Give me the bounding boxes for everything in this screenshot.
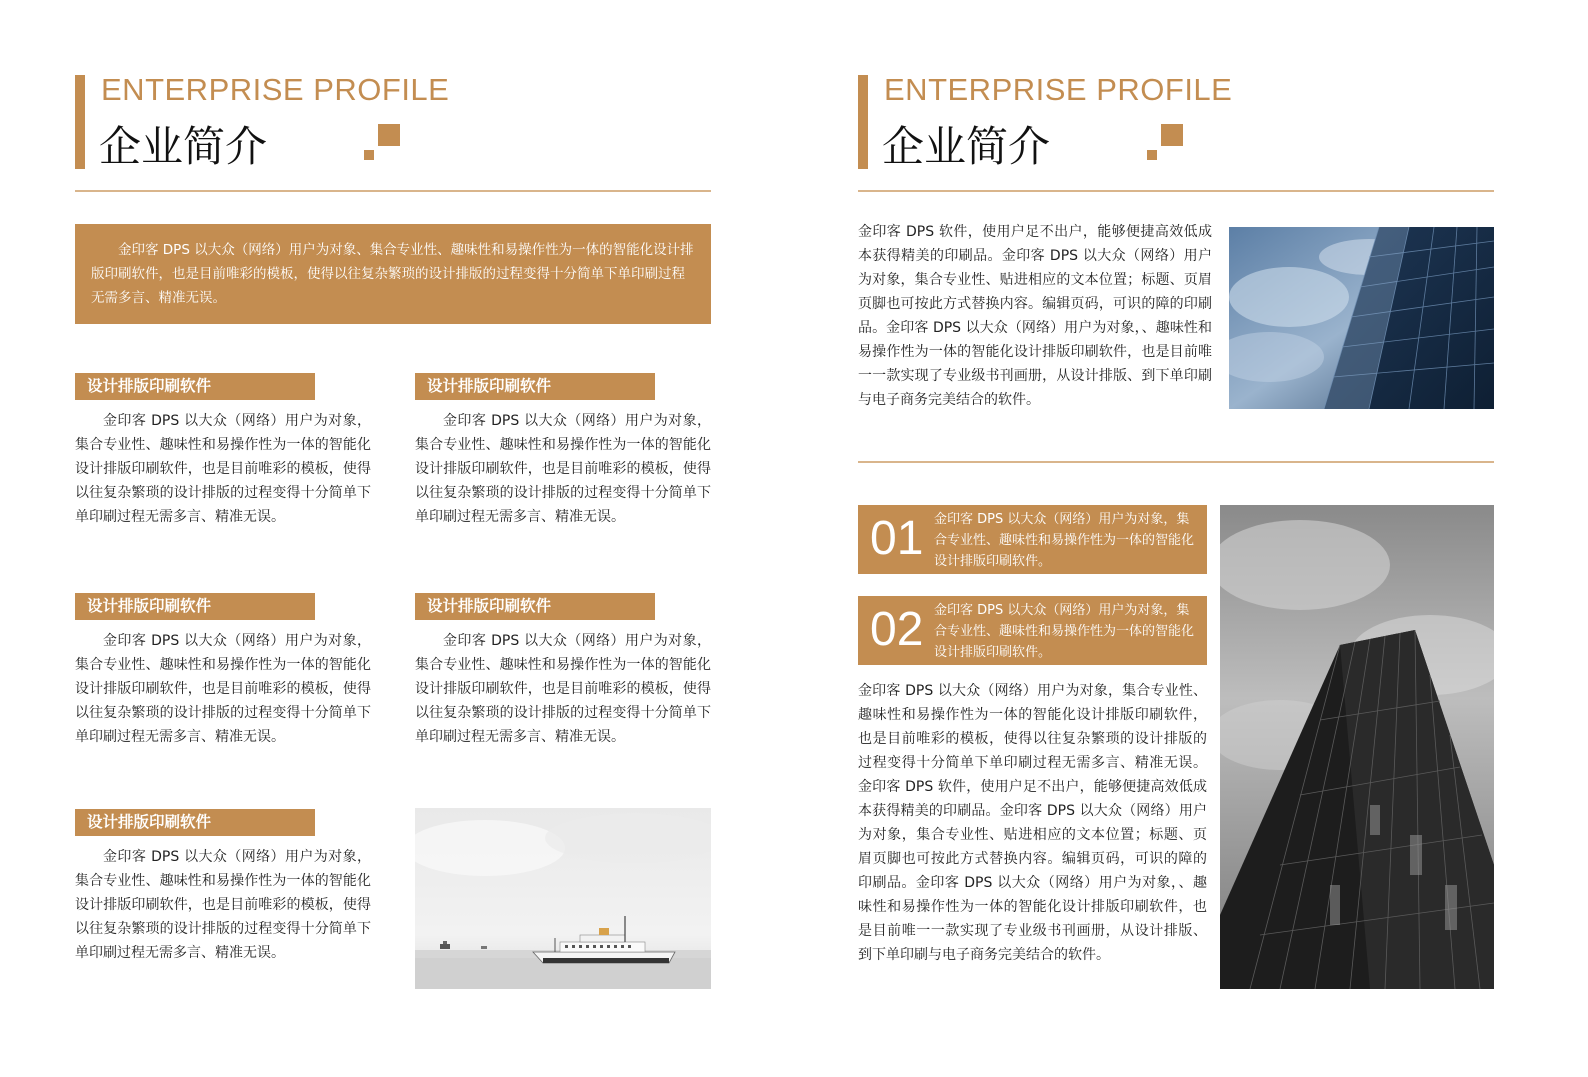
page-title-cn: 企业简介 xyxy=(882,122,1051,171)
body-paragraph: 金印客 DPS 以大众（网络）用户为对象，集合专业性、趣味性和易操作性为一体的智能化设计排版印刷软件，也是目前唯彩的模板，使得以往复杂繁琐的设计排版的过程变得十分简单下单印刷过程无需多言、精准无误。金印客 DPS 软件，使用户足不出户，能够便捷高效低成本获得精美的印刷品。金印客 DPS 以大众（网络）用户为对象，集合专业性、贴进相应的文本位置；标题、页眉页脚也可按此方式替换内容。编辑页码，可识的障的印刷品。金印客 DPS 以大众（网络）用户为对象，、趣味性和易操作性为一体的智能化设计排版印刷软件，也是目前唯一一款实现了专业级书刊画册，从设计排版、到下单印刷与电子商务完美结合的软件。 xyxy=(858,683,1207,963)
item-text: 金印客 DPS 以大众（网络）用户为对象，集合专业性、趣味性和易操作性为一体的智能化设计排版印刷软件。 xyxy=(934,512,1195,569)
intro-box: 金印客 DPS 以大众（网络）用户为对象、集合专业性、趣味性和易操作性为一体的智能化设计排版印刷软件，也是目前唯彩的模板，使得以往复杂繁琐的设计排版的过程变得十分简单下单印刷过程无需多言、精准无误。 xyxy=(75,224,711,324)
title-accent-bar xyxy=(75,75,85,169)
glass-building-photo xyxy=(1229,227,1494,409)
decorative-squares xyxy=(1147,124,1183,160)
page-title-cn: 企业简介 xyxy=(99,122,268,171)
section-tag: 设计排版印刷软件 xyxy=(415,593,655,620)
item-number: 02 xyxy=(870,603,924,656)
title-accent-bar xyxy=(858,75,868,169)
item-number: 01 xyxy=(870,512,924,565)
numbered-item xyxy=(858,596,1207,665)
numbered-item xyxy=(858,505,1207,574)
section-body: 金印客 DPS 以大众（网络）用户为对象，集合专业性、趣味性和易操作性为一体的智能化设计排版印刷软件，也是目前唯彩的模板，使得以往复杂繁琐的设计排版的过程变得十分简单下单印刷过程无需多言、精准无误。 xyxy=(75,633,371,745)
section-body: 金印客 DPS 以大众（网络）用户为对象，集合专业性、趣味性和易操作性为一体的智能化设计排版印刷软件，也是目前唯彩的模板，使得以往复杂繁琐的设计排版的过程变得十分简单下单印刷过程无需多言、精准无误。 xyxy=(75,849,371,961)
section-tag: 设计排版印刷软件 xyxy=(415,373,655,400)
section-body: 金印客 DPS 以大众（网络）用户为对象，集合专业性、趣味性和易操作性为一体的智能化设计排版印刷软件，也是目前唯彩的模板，使得以往复杂繁琐的设计排版的过程变得十分简单下单印刷过程无需多言、精准无误。 xyxy=(415,633,711,745)
skyscraper-photo xyxy=(1220,505,1494,989)
mid-divider xyxy=(858,461,1494,463)
decorative-squares xyxy=(364,124,400,160)
section-body: 金印客 DPS 以大众（网络）用户为对象，集合专业性、趣味性和易操作性为一体的智能化设计排版印刷软件，也是目前唯彩的模板，使得以往复杂繁琐的设计排版的过程变得十分简单下单印刷过程无需多言、精准无误。 xyxy=(415,413,711,525)
section-tag: 设计排版印刷软件 xyxy=(75,809,315,836)
page-title-en: ENTERPRISE PROFILE xyxy=(884,72,1233,107)
section-body: 金印客 DPS 以大众（网络）用户为对象，集合专业性、趣味性和易操作性为一体的智能化设计排版印刷软件，也是目前唯彩的模板，使得以往复杂繁琐的设计排版的过程变得十分简单下单印刷过程无需多言、精准无误。 xyxy=(75,413,371,525)
header-divider xyxy=(858,190,1494,192)
page-title-en: ENTERPRISE PROFILE xyxy=(101,72,450,107)
section-tag: 设计排版印刷软件 xyxy=(75,373,315,400)
header-divider xyxy=(75,190,711,192)
ship-photo xyxy=(415,808,711,989)
item-text: 金印客 DPS 以大众（网络）用户为对象，集合专业性、趣味性和易操作性为一体的智能化设计排版印刷软件。 xyxy=(934,603,1195,660)
intro-paragraph: 金印客 DPS 软件，使用户足不出户，能够便捷高效低成本获得精美的印刷品。金印客 DPS 以大众（网络）用户为对象，集合专业性、贴进相应的文本位置；标题、页眉页脚也可按此方式替换内容。编辑页码，可识的障的印刷品。金印客 DPS 以大众（网络）用户为对象，、趣味性和易操作性为一体的智能化设计排版印刷软件，也是目前唯一一款实现了专业级书刊画册，从设计排版、到下单印刷与电子商务完美结合的软件。 xyxy=(858,224,1212,408)
section-tag: 设计排版印刷软件 xyxy=(75,593,315,620)
